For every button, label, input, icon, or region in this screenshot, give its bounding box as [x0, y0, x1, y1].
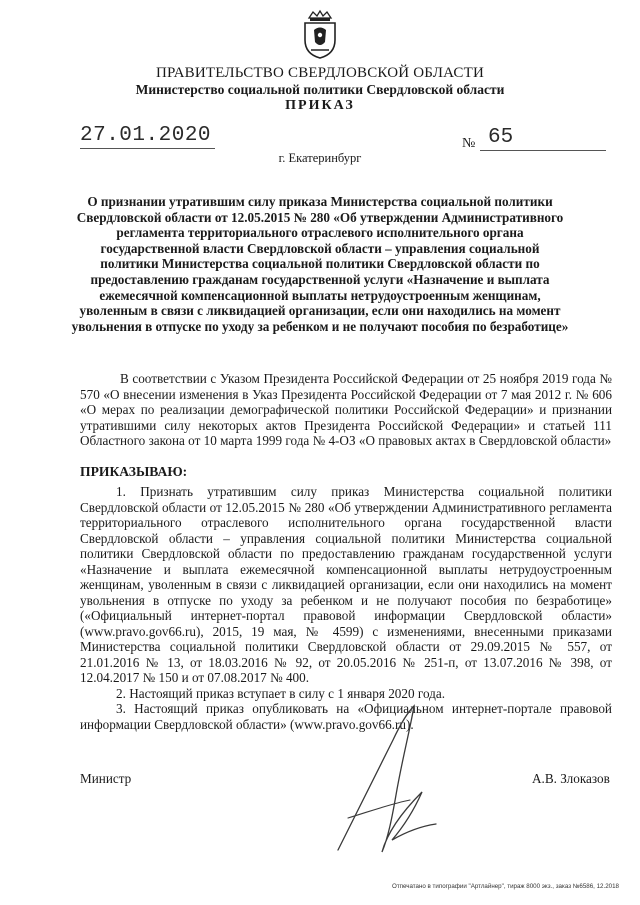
document-type: ПРИКАЗ [285, 98, 355, 113]
order-items [80, 484, 612, 732]
order-item: 1. Признать утратившим силу приказ Министерства социальной политики Свердловской области от 12.05.2015 № 280 «Об утверждении Административного регламента территориального отраслевого исполнительного органа государственной власти Свердловской области – управления социальной политики Министерства социальной политики Свердловской области по предоставлению гражданам государственной услуги «Назначение и выплата ежемесячной компенсационной выплаты нетрудоустроенным женщинам, уволенным в связи с ликвидацией организации, если они находились на момент увольнения в отпуске по уходу за ребенком и не получают пособия по безработице» («Официальный интернет-портал правовой информации Свердловской области» (www.pravo.gov66.ru), 2015, 19 мая, № 4599) с изменениями, внесенными приказами Министерства социальной политики Свердловской области от 29.09.2015 № 557, от 21.01.2016 № 13, от 18.03.2016 № 92, от 20.05.2016 № 251-п, от 13.07.2016 № 398, от 12.04.2017 № 150 и от 07.08.2017 № 400. [80, 484, 612, 685]
signatory-name: А.В. Злоказов [532, 771, 610, 786]
number-label: № [462, 136, 476, 151]
order-item: 2. Настоящий приказ вступает в силу с 1 января 2020 года. [116, 685, 446, 701]
order-item: 3. Настоящий приказ опубликовать на «Официальном интернет-портале правовой информации Свердловской области» (www.pravo.gov66.ru). [80, 701, 612, 732]
document-number: 65 [488, 126, 514, 149]
coat-of-arms-icon [301, 8, 339, 60]
city: г. Екатеринбург [278, 151, 362, 165]
document-title: О признании утратившим силу приказа Министерства социальной политики Свердловской области от 12.05.2015 № 280 «Об утверждении Административного регламента территориального отраслевого исполнительного органа государственной власти Свердловской области – управления социальной политики Министерства социальной политики Свердловской области по предоставлению гражданам государственной услуги «Назначение и выплата ежемесячной компенсационной выплаты нетрудоустроенным женщинам, уволенным в связи с ликвидацией организации, если они находились на момент увольнения в отпуске по уходу за ребенком и не получают пособия по безработице» [71, 194, 569, 334]
document-date: 27.01.2020 [80, 124, 212, 147]
handwritten-signature [318, 700, 448, 865]
government-heading: ПРАВИТЕЛЬСТВО СВЕРДЛОВСКОЙ ОБЛАСТИ [155, 65, 485, 81]
ministry-heading: Министерство социальной политики Свердловской области [135, 82, 505, 97]
printer-footer: Отпечатано в типографии "Артлайнер", тираж 8000 экз., заказ №6586, 12.2018 [392, 883, 619, 890]
preamble [80, 371, 612, 449]
date-underline [80, 148, 215, 149]
preamble-text: В соответствии с Указом Президента Российской Федерации от 25 ноября 2019 года № 570 «О внесении изменения в Указ Президента Российской Федерации от 7 мая 2012 г. № 606 «О мерах по реализации демографической политики Российской Федерации» и признании утратившими силу некоторых актов Президента Российской Федерации» и статьей 111 Областного закона от 10 марта 1999 года № 4-ОЗ «О правовых актах в Свердловской области» [80, 371, 612, 448]
order-word: ПРИКАЗЫВАЮ: [80, 464, 188, 479]
signatory-position: Министр [80, 771, 132, 786]
